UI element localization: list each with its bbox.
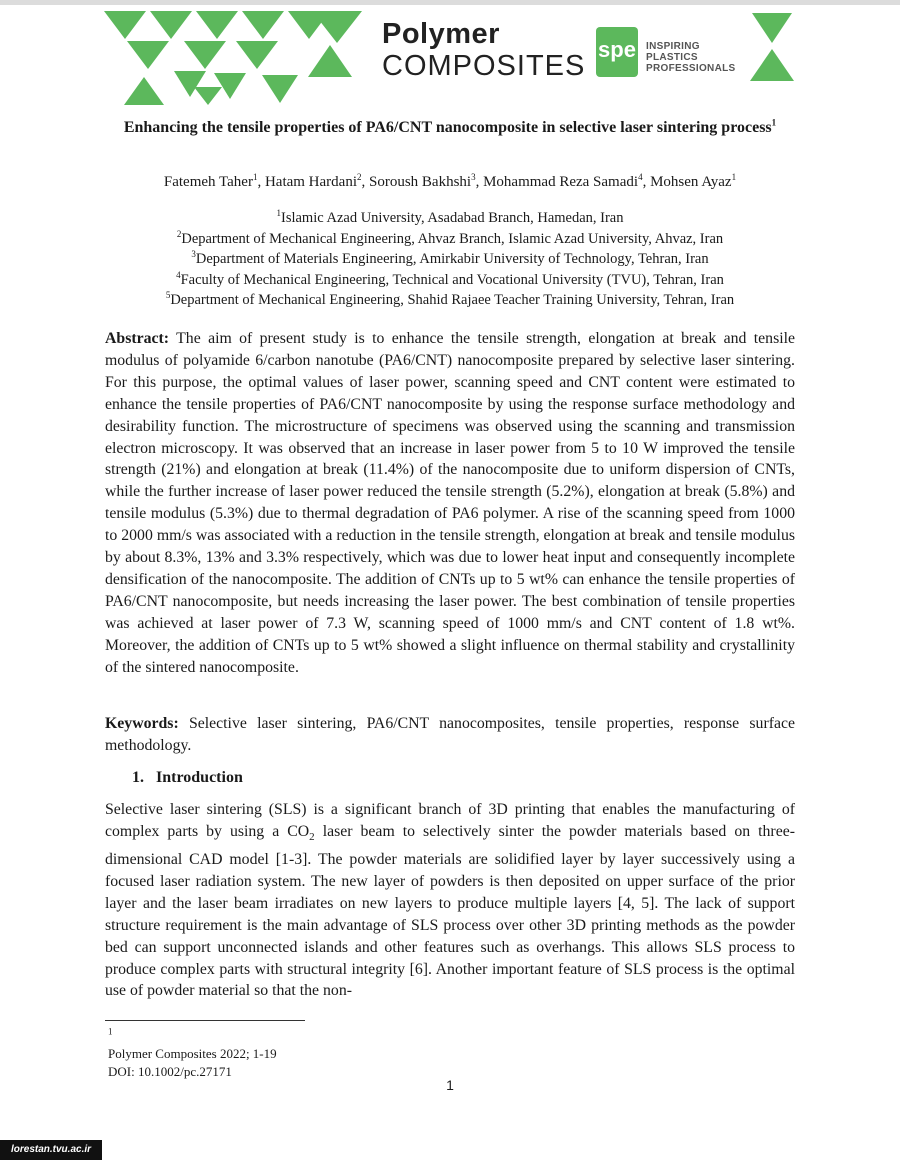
journal-name-line1: Polymer: [382, 18, 500, 50]
intro-subscript: 2: [309, 831, 315, 844]
footnote: [108, 1027, 277, 1081]
affiliation-mark: 4: [176, 269, 181, 280]
author-affiliation-mark: 2: [357, 172, 362, 182]
site-watermark: lorestan.tvu.ac.ir: [0, 1140, 102, 1160]
spe-mark: spe: [598, 37, 636, 62]
paper-title-text: Enhancing the tensile properties of PA6/CNT nanocomposite in selective laser sintering process: [123, 119, 772, 136]
author-name: Fatemeh Taher: [163, 174, 253, 190]
abstract-label: Abstract:: [105, 330, 170, 347]
paper-title-footnote-mark: 1: [771, 117, 777, 128]
spe-tagline-line1: INSPIRING: [646, 41, 700, 52]
author-name: Hatam Hardani: [264, 174, 357, 190]
introduction-paragraph: [105, 799, 795, 1002]
affiliation-text: Islamic Azad University, Asadabad Branch, Hamedan, Iran: [280, 210, 624, 226]
spe-logo-icon: [594, 27, 640, 77]
spe-tagline-line3: PROFESSIONALS: [646, 63, 736, 74]
journal-logo-triangles: [0, 5, 370, 105]
author-name: Mohsen Ayaz: [650, 174, 732, 190]
affiliation-text: Department of Materials Engineering, Amirkabir University of Technology, Tehran, Iran: [195, 251, 709, 267]
affiliation-text: Department of Mechanical Engineering, Ahvaz Branch, Islamic Azad University, Ahvaz, Iran: [181, 230, 724, 247]
intro-text-start: Selective laser sintering (SLS) is a significant branch of 3D printing that enables the manufacturing of complex parts by using a CO: [105, 801, 795, 840]
keywords-label: Keywords:: [105, 715, 179, 732]
keywords: [105, 713, 795, 757]
author-affiliation-mark: 1: [252, 172, 258, 182]
footnote-line1: [108, 1027, 277, 1063]
section-heading-introduction: 1. Introduction: [132, 769, 243, 786]
author-name: Soroush Bakhshi: [369, 174, 472, 190]
affiliation-text: Department of Mechanical Engineering, Shahid Rajaee Teacher Training University, Tehran, Iran: [170, 292, 735, 308]
footnote-citation: Polymer Composites 2022; 1-19: [108, 1046, 277, 1061]
author-list: Fatemeh Taher$^1$, Hatam Hardani$^2$, Soroush Bakhshi$^3$, Mohammad Reza Samadi$^4$, Mohsen Ayaz$^1$: [163, 172, 737, 190]
author-affiliation-mark: 1: [731, 172, 737, 182]
affiliation-list: [100, 208, 800, 311]
intro-text-rest: laser beam to selectively sinter the powder materials based on three-dimensional CAD model [1-3]. The powder materials are solidified layer by layer successively using a focused laser radiation system. The new layer of powders is then deposited on upper surface of the prior layer and the laser beam irradiates on new layers to produce multiple layers [4, 5]. The lack of support structure requirement is the main advantage of SLS process over other 3D printing methods as the powder bed can support unconnected islands and other features such as overhangs. This allows SLS process to produce complex parts with structural integrity [6]. Another important feature of SLS process is the optimal use of powder material so that the non-: [105, 822, 795, 1000]
affiliation-mark: 1: [276, 208, 281, 219]
affiliation: [100, 208, 800, 229]
affiliation-mark: 2: [176, 228, 182, 239]
affiliation: [100, 270, 800, 291]
author-affiliation-mark: 4: [638, 172, 643, 182]
header-right-triangles: [748, 11, 796, 83]
journal-name-line2: COMPOSITES: [382, 50, 586, 82]
author-name: Mohammad Reza Samadi: [483, 174, 639, 190]
paper-title: [100, 117, 800, 139]
affiliation-mark: 3: [191, 249, 196, 260]
affiliation: [100, 229, 800, 250]
spe-tagline-line2: PLASTICS: [646, 52, 698, 63]
keywords-text: Selective laser sintering, PA6/CNT nanocomposites, tensile properties, response surface methodology.: [105, 715, 795, 754]
footnote-mark: 1: [108, 1026, 113, 1037]
journal-name: [382, 19, 585, 83]
journal-header: [0, 5, 900, 105]
affiliation: [100, 249, 800, 270]
footnote-rule: [105, 1020, 305, 1021]
affiliation-mark: 5: [165, 290, 171, 301]
author-affiliation-mark: 3: [471, 172, 476, 182]
affiliation: [100, 290, 800, 311]
footnote-doi: DOI: 10.1002/pc.27171: [108, 1064, 232, 1079]
abstract-text: The aim of present study is to enhance the tensile strength, elongation at break and tensile modulus of polyamide 6/carbon nanotube (PA6/CNT) nanocomposite prepared by selective laser sintering. For this purpose, the optimal values of laser power, scanning speed and CNT content were estimated to enhance the tensile properties of PA6/CNT nanocomposite by using the response surface methodology and desirability function. The microstructure of specimens was observed using the scanning and transmission electron microscopy. It was observed that an increase in laser power from 5 to 10 W improved the tensile strength (21%) and elongation at break (11.4%) of the nanocomposite due to uniform dispersion of CNTs, while the further increase of laser power reduced the tensile strength (5.2%), elongation at break (5.8%) and tensile modulus (5.3%) due to thermal degradation of PA6 polymer. A rise of the scanning speed from 1000 to 2000 mm/s was associated with a reduction in the tensile strength, elongation at break and tensile modulus by about 8.3%, 13% and 3.3% respectively, which was due to lower heat input and consequently incomplete densification of the nanocomposite. The addition of CNTs up to 5 wt% can enhance the tensile properties of PA6/CNT nanocomposite, but needs increasing the laser power. The best combination of tensile properties was achieved at laser power of 7.3 W, scanning speed of 1000 mm/s and CNT content of 1.8 wt%. Moreover, the addition of CNTs up to 5 wt% showed a slight influence on thermal stability and crystallinity of the sintered nanocomposite.: [105, 330, 796, 676]
affiliation-text: Faculty of Mechanical Engineering, Technical and Vocational University (TVU), Tehran, Iran: [180, 271, 724, 288]
abstract: [105, 328, 795, 679]
spe-tagline: [646, 41, 735, 74]
page-number: 1: [446, 1077, 454, 1093]
